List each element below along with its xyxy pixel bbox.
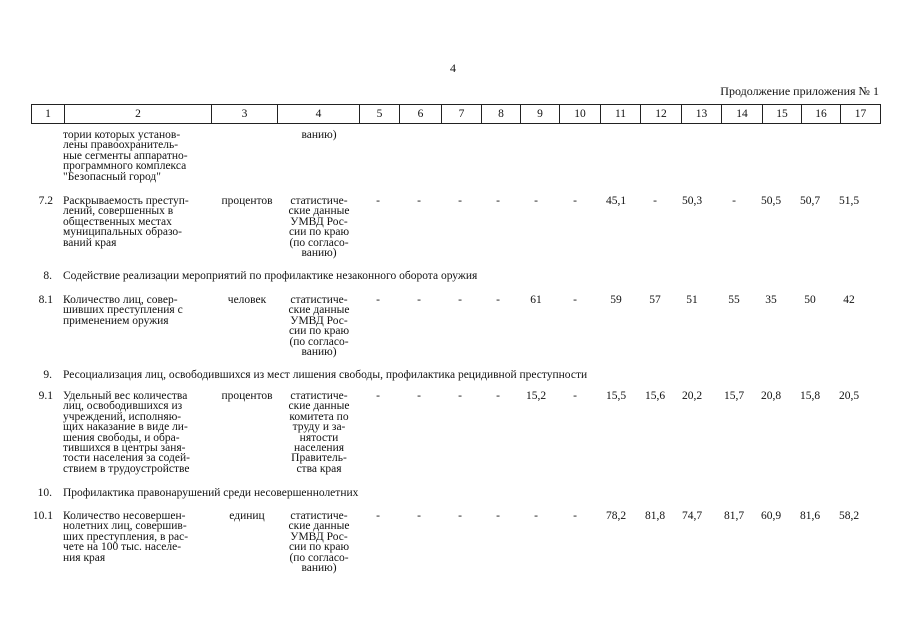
value-cell: - (458, 390, 462, 402)
value-cell: - (534, 510, 538, 522)
value-cell: - (534, 195, 538, 207)
value-cell: - (458, 510, 462, 522)
column-number-cell: 16 (802, 105, 841, 124)
row-number: 7.2 (38, 195, 53, 207)
column-number-cell: 11 (601, 105, 641, 124)
indicator-name: Удельный вес количества лиц, освободившихся из учреждений, исполняю- щих наказание в виде ли- шения свободы, и обра- тившихся в центры заня- тости населения за содей- ствием в трудоустройстве (63, 390, 190, 475)
value-cell: 60,9 (760, 510, 782, 522)
value-cell: - (496, 195, 500, 207)
column-number-cell: 12 (641, 105, 682, 124)
indicator-name: Количество лиц, совер- шивших преступления с применением оружия (63, 294, 183, 327)
value-cell: - (417, 294, 421, 306)
value-cell: 57 (649, 294, 661, 306)
value-cell: 50,5 (760, 195, 782, 207)
value-cell: - (417, 390, 421, 402)
data-source: статистиче- ские данные УМВД Рос- сии по краю (по согласо- ванию) (288, 294, 350, 359)
value-cell: 15,6 (644, 390, 666, 402)
section-title: Ресоциализация лиц, освободившихся из мест лишения свободы, профилактика рецидивной преступности (63, 369, 588, 381)
value-cell: 42 (843, 294, 855, 306)
value-cell: - (732, 195, 736, 207)
column-number-cell: 5 (360, 105, 400, 124)
value-cell: 58,2 (838, 510, 860, 522)
section-number: 9. (43, 369, 52, 381)
value-cell: 51 (686, 294, 698, 306)
section-title: Профилактика правонарушений среди несовершеннолетних (63, 487, 359, 499)
value-cell: 15,2 (525, 390, 547, 402)
column-number-cell: 6 (400, 105, 442, 124)
value-cell: 20,2 (681, 390, 703, 402)
value-cell: - (496, 510, 500, 522)
column-number-cell: 7 (442, 105, 482, 124)
column-number-cell: 3 (212, 105, 278, 124)
carryover-indicator-name: тории которых установ- лены правоохранитель- ные сегменты аппаратно- программного комплекса "Безопасный город" (63, 129, 188, 183)
carryover-source: ванию) (301, 129, 337, 141)
data-source: статистиче- ские данные УМВД Рос- сии по краю (по согласо- ванию) (288, 195, 350, 260)
page-number: 4 (450, 61, 456, 75)
column-number-row (32, 105, 881, 124)
value-cell: - (573, 510, 577, 522)
value-cell: - (496, 390, 500, 402)
value-cell: 20,5 (838, 390, 860, 402)
column-number-cell: 17 (841, 105, 881, 124)
value-cell: 35 (765, 294, 777, 306)
data-source: статистиче- ские данные комитета по труду и за- нятости населения Правитель- ства края (288, 390, 350, 475)
row-number: 10.1 (32, 510, 53, 522)
appendix-continuation-label: Продолжение приложения № 1 (720, 84, 879, 98)
section-title: Содействие реализации мероприятий по профилактике незаконного оборота оружия (63, 270, 478, 282)
unit-of-measure: процентов (221, 195, 273, 207)
value-cell: - (573, 294, 577, 306)
value-cell: 81,8 (644, 510, 666, 522)
column-number-cell: 13 (682, 105, 722, 124)
column-number-cell: 15 (763, 105, 802, 124)
column-number-cell: 1 (32, 105, 65, 124)
unit-of-measure: процентов (221, 390, 273, 402)
value-cell: 50 (804, 294, 816, 306)
value-cell: - (376, 510, 380, 522)
value-cell: 74,7 (681, 510, 703, 522)
value-cell: 15,7 (723, 390, 745, 402)
value-cell: 81,7 (723, 510, 745, 522)
value-cell: - (376, 195, 380, 207)
section-number: 10. (37, 487, 52, 499)
value-cell: - (458, 195, 462, 207)
row-number: 8.1 (38, 294, 53, 306)
value-cell: 50,7 (799, 195, 821, 207)
section-number: 8. (43, 270, 52, 282)
column-number-cell: 9 (521, 105, 560, 124)
value-cell: - (376, 390, 380, 402)
column-number-cell: 2 (65, 105, 212, 124)
value-cell: - (496, 294, 500, 306)
value-cell: 81,6 (799, 510, 821, 522)
column-number-cell: 14 (722, 105, 763, 124)
indicator-name: Количество несовершен- нолетних лиц, совершив- ших преступления, в рас- чете на 100 тыс. населе- ния края (63, 510, 189, 564)
column-number-cell: 4 (278, 105, 360, 124)
value-cell: 59 (610, 294, 622, 306)
value-cell: 61 (530, 294, 542, 306)
unit-of-measure: человек (227, 294, 267, 306)
value-cell: 78,2 (605, 510, 627, 522)
column-number-header (31, 104, 881, 124)
value-cell: 50,3 (681, 195, 703, 207)
column-number-cell: 8 (482, 105, 521, 124)
value-cell: 15,5 (605, 390, 627, 402)
value-cell: - (417, 195, 421, 207)
value-cell: - (376, 294, 380, 306)
value-cell: 15,8 (799, 390, 821, 402)
row-number: 9.1 (38, 390, 53, 402)
value-cell: 45,1 (605, 195, 627, 207)
value-cell: - (573, 195, 577, 207)
unit-of-measure: единиц (229, 510, 265, 522)
value-cell: - (653, 195, 657, 207)
indicator-name: Раскрываемость преступ- лений, совершенных в общественных местах муниципальных образо- ваний края (63, 195, 189, 249)
data-source: статистиче- ские данные УМВД Рос- сии по краю (по согласо- ванию) (288, 510, 350, 575)
value-cell: 51,5 (838, 195, 860, 207)
value-cell: - (458, 294, 462, 306)
value-cell: - (417, 510, 421, 522)
value-cell: 20,8 (760, 390, 782, 402)
value-cell: 55 (728, 294, 740, 306)
column-number-cell: 10 (560, 105, 601, 124)
value-cell: - (573, 390, 577, 402)
